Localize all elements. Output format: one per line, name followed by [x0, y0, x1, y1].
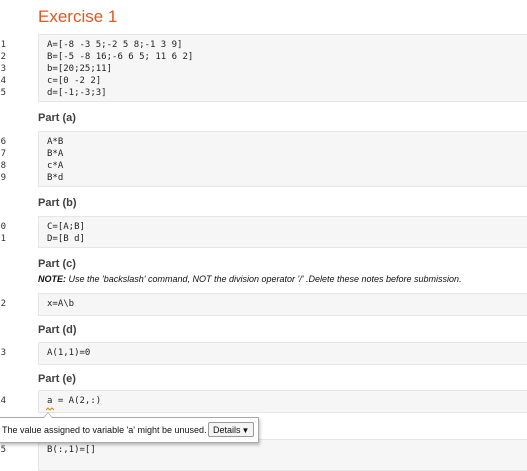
code-cell-part-a[interactable]	[38, 131, 527, 187]
line-number: 1	[0, 40, 6, 50]
line-number: 4	[0, 396, 6, 406]
code-line[interactable]: x=A\b	[47, 299, 75, 309]
code-cell-setup[interactable]	[38, 34, 527, 102]
details-label: Details	[213, 425, 241, 435]
warning-message: The value assigned to variable 'a' might be unused.	[2, 425, 207, 435]
line-number: 2	[0, 52, 6, 62]
line-number: 4	[0, 76, 6, 86]
section-heading-part-c: Part (c)	[38, 258, 76, 270]
note-label: NOTE:	[38, 274, 66, 284]
warning-tooltip	[0, 417, 259, 443]
code-cell-part-b[interactable]	[38, 216, 527, 248]
code-line[interactable]: A(1,1)=0	[47, 348, 91, 358]
code-line[interactable]: c*A	[47, 161, 64, 171]
section-heading-part-e: Part (e)	[38, 373, 76, 385]
tooltip-pointer	[43, 412, 53, 418]
code-cell-part-c[interactable]	[38, 293, 527, 316]
code-line[interactable]: A=[-8 -3 5;-2 5 8;-1 3 9]	[47, 40, 183, 50]
note-body: Use the 'backslash' command, NOT the division operator '/' .Delete these notes before submission.	[66, 274, 462, 284]
code-line[interactable]: C=[A;B]	[47, 222, 85, 232]
line-number: 1	[0, 234, 6, 244]
code-line[interactable]: b=[20;25;11]	[47, 64, 113, 74]
line-number: 3	[0, 64, 6, 74]
chevron-down-icon: ▼	[241, 426, 250, 435]
line-number: 9	[0, 173, 6, 183]
line-number: 3	[0, 348, 6, 358]
line-number: 5	[0, 445, 6, 455]
line-number: 7	[0, 149, 6, 159]
code-line[interactable]: B=[-5 -8 16;-6 6 5; 11 6 2]	[47, 52, 194, 62]
code-line[interactable]: d=[-1;-3;3]	[47, 88, 107, 98]
page-title: Exercise 1	[38, 7, 118, 26]
code-cell-part-e[interactable]	[38, 390, 527, 413]
section-heading-part-b: Part (b)	[38, 197, 77, 209]
code-line[interactable]: B*A	[47, 149, 64, 159]
code-line[interactable]: A*B	[47, 137, 64, 147]
line-number: 6	[0, 137, 6, 147]
code-line[interactable]: B*d	[47, 173, 64, 183]
code-line[interactable]: c=[0 -2 2]	[47, 76, 102, 86]
section-heading-part-a: Part (a)	[38, 112, 76, 124]
code-line[interactable]: D=[B d]	[47, 234, 85, 244]
line-number: 5	[0, 88, 6, 98]
line-number: 8	[0, 161, 6, 171]
warning-underline-icon[interactable]	[46, 407, 54, 411]
code-line[interactable]: B(:,1)=[]	[47, 445, 96, 455]
code-cell-part-d[interactable]	[38, 342, 527, 365]
code-line-warning[interactable]: a = A(2,:)	[47, 396, 102, 406]
line-number: 0	[0, 222, 6, 232]
note-text	[38, 274, 462, 284]
details-button[interactable]	[208, 422, 254, 437]
code-cell-next[interactable]	[38, 439, 527, 471]
line-number: 2	[0, 299, 6, 309]
section-heading-part-d: Part (d)	[38, 324, 77, 336]
